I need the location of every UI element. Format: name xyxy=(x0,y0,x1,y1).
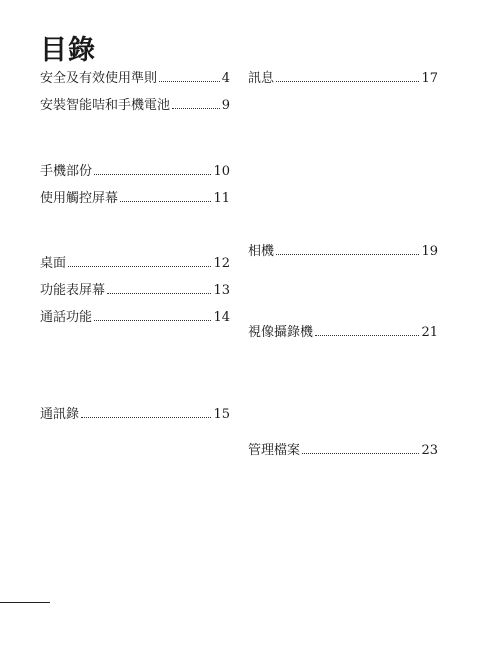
toc-entry-label: 功能表屏幕 xyxy=(40,283,106,298)
toc-entry-safety[interactable] xyxy=(40,70,230,88)
leader-dots xyxy=(68,266,211,267)
toc-entry-phone-parts[interactable] xyxy=(40,163,230,181)
toc-entry-label: 相機 xyxy=(248,244,275,259)
toc-entry-page: 14 xyxy=(213,310,230,325)
toc-entry-touch-screen[interactable] xyxy=(40,190,230,208)
toc-entry-label: 使用觸控屏幕 xyxy=(40,191,119,206)
leader-dots xyxy=(81,417,211,418)
toc-entry-contacts[interactable] xyxy=(40,406,230,424)
leader-dots xyxy=(172,108,220,109)
toc-entry-page: 4 xyxy=(221,71,230,86)
toc-entry-camera[interactable] xyxy=(248,243,438,261)
page-title: 目錄 xyxy=(40,35,96,66)
toc-entry-label: 桌面 xyxy=(40,256,67,271)
toc-entry-page: 23 xyxy=(421,443,438,458)
toc-entry-label: 視像攝錄機 xyxy=(248,325,314,340)
toc-entry-page: 10 xyxy=(213,164,230,179)
toc-entry-label: 通訊錄 xyxy=(40,407,80,422)
leader-dots xyxy=(107,293,211,294)
leader-dots xyxy=(315,335,419,336)
footer-rule xyxy=(0,602,50,603)
toc-entry-label: 通話功能 xyxy=(40,310,93,325)
toc-entry-desktop[interactable] xyxy=(40,255,230,273)
leader-dots xyxy=(120,201,211,202)
toc-entry-label: 安全及有效使用準則 xyxy=(40,71,158,86)
toc-entry-install-sim-battery[interactable] xyxy=(40,97,230,115)
toc-entry-page: 15 xyxy=(213,407,230,422)
toc-entry-messages[interactable] xyxy=(248,70,438,88)
toc-entry-call-functions[interactable] xyxy=(40,309,230,327)
toc-entry-label: 管理檔案 xyxy=(248,443,301,458)
toc-entry-menu-screen[interactable] xyxy=(40,282,230,300)
leader-dots xyxy=(276,254,419,255)
leader-dots xyxy=(302,453,419,454)
toc-entry-page: 19 xyxy=(421,244,438,259)
toc-entry-page: 11 xyxy=(213,191,230,206)
toc-entry-label: 安裝智能咭和手機電池 xyxy=(40,98,171,113)
toc-entry-video-recorder[interactable] xyxy=(248,324,438,342)
toc-entry-label: 手機部份 xyxy=(40,164,93,179)
leader-dots xyxy=(94,320,211,321)
toc-entry-page: 12 xyxy=(213,256,230,271)
toc-entry-page: 13 xyxy=(213,283,230,298)
toc-entry-page: 21 xyxy=(421,325,438,340)
toc-entry-page: 9 xyxy=(221,98,230,113)
leader-dots xyxy=(276,81,419,82)
toc-entry-page: 17 xyxy=(421,71,438,86)
leader-dots xyxy=(94,174,211,175)
toc-entry-file-manager[interactable] xyxy=(248,442,438,460)
toc-entry-label: 訊息 xyxy=(248,71,275,86)
leader-dots xyxy=(159,81,220,82)
